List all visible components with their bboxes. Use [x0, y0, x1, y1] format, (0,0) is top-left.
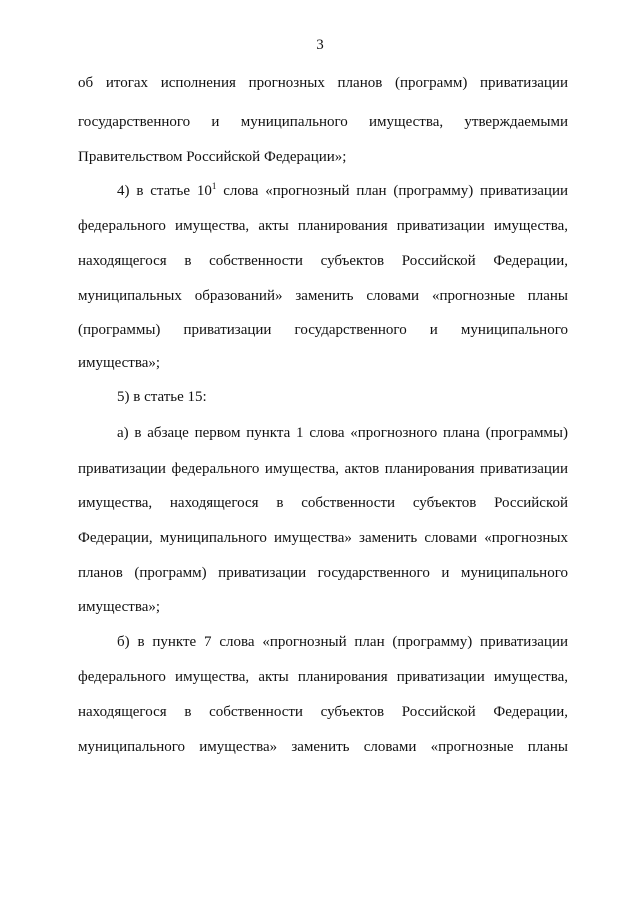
text-line: федерального имущества, акты планирования приватизации имущества, — [78, 669, 568, 685]
text-line: государственного и муниципального имущества, утверждаемыми — [78, 114, 568, 130]
text-line: Федерации, муниципального имущества» заменить словами «прогнозных — [78, 530, 568, 546]
page-number: 3 — [316, 37, 324, 53]
text-line: об итогах исполнения прогнозных планов (программ) приватизации — [78, 75, 568, 91]
text-line: имущества»; — [78, 599, 161, 615]
paragraph-5-heading: 5) в статье 15: — [117, 389, 207, 405]
text-line: Правительством Российской Федерации»; — [78, 149, 347, 165]
text-fragment: слова «прогнозный план (программу) приватизации — [216, 183, 568, 199]
text-line: находящегося в собственности субъектов Российской Федерации, — [78, 253, 568, 269]
text-line: приватизации федерального имущества, актов планирования приватизации — [78, 461, 568, 477]
text-line: а) в абзаце первом пункта 1 слова «прогнозного плана (программы) — [117, 425, 568, 441]
superscript: 1 — [211, 181, 217, 191]
text-fragment: 4) в статье 10 — [117, 183, 212, 199]
text-line: федерального имущества, акты планирования приватизации имущества, — [78, 218, 568, 234]
text-line: (программы) приватизации государственного и муниципального — [78, 322, 568, 338]
paragraph-4-first-line — [117, 182, 568, 200]
text-line: муниципального имущества» заменить словами «прогнозные планы — [78, 739, 568, 755]
text-line: муниципальных образований» заменить словами «прогнозные планы — [78, 288, 568, 304]
text-line: имущества»; — [78, 355, 161, 371]
text-line: имущества, находящегося в собственности субъектов Российской — [78, 495, 568, 511]
text-line: находящегося в собственности субъектов Российской Федерации, — [78, 704, 568, 720]
text-line: б) в пункте 7 слова «прогнозный план (программу) приватизации — [117, 634, 568, 650]
text-line: планов (программ) приватизации государственного и муниципального — [78, 565, 568, 581]
